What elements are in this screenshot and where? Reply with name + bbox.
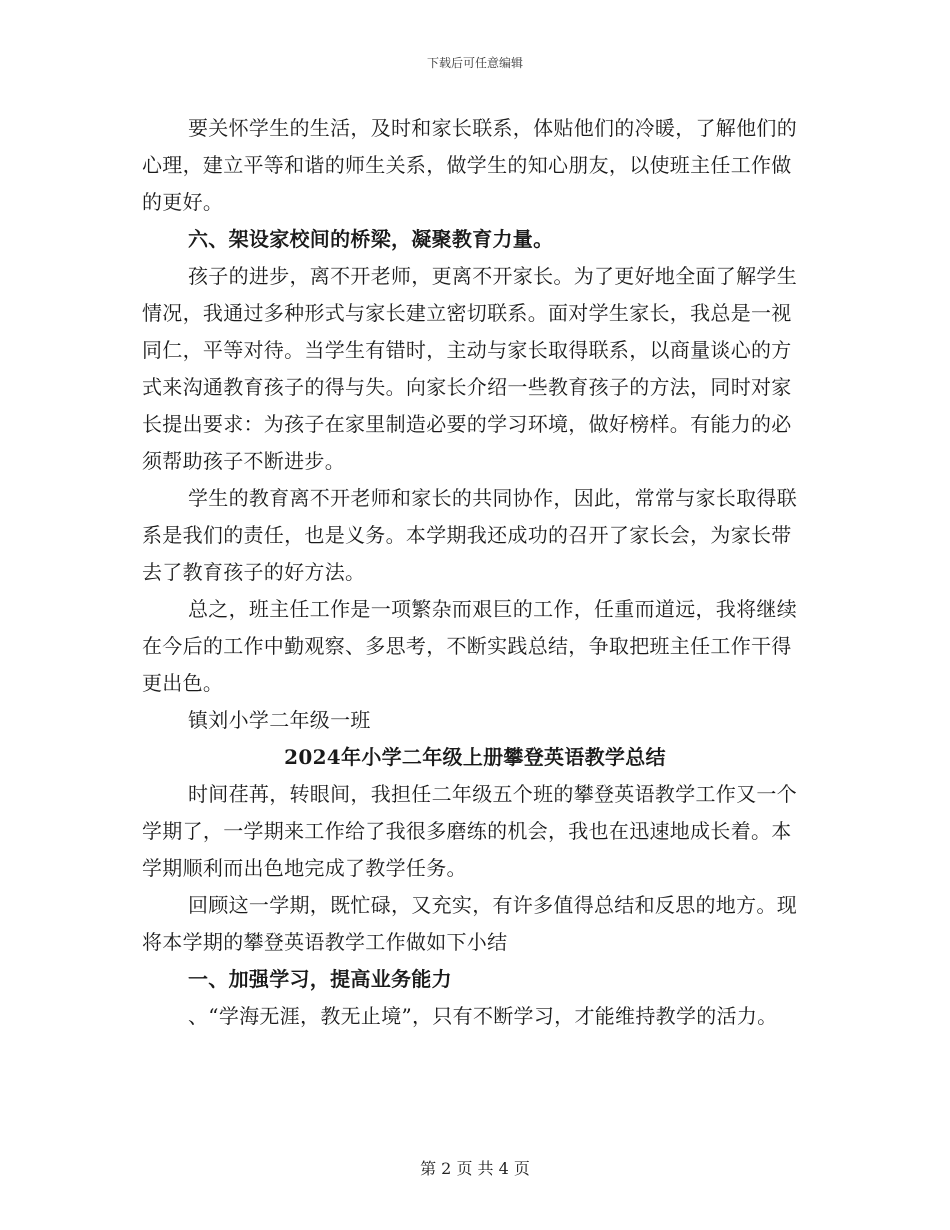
document-title: 2024年小学二年级上册攀登英语教学总结 [284,745,666,769]
paragraph-conclusion: 总之，班主任工作是一项繁杂而艰巨的工作，任重而道远，我将继续在今后的工作中勤观察、多思考，不断实践总结，争取把班主任工作干得更出色。 [142,597,797,695]
signature-class: 镇刘小学二年级一班 [188,708,371,732]
paragraph-intro: 时间荏苒，转眼间，我担任二年级五个班的攀登英语教学工作又一个学期了，一学期来工作给了我很多磨练的机会，我也在迅速地成长着。本学期顺利而出色地完成了教学任务。 [142,782,797,880]
page-number: 第 2 页 共 4 页 [420,1159,530,1178]
section-heading-six: 六、架设家校间的桥梁，凝聚教育力量。 [188,227,554,251]
document-body [142,110,808,1035]
paragraph-parent-contact: 孩子的进步，离不开老师，更离不开家长。为了更好地全面了解学生情况，我通过多种形式与家长建立密切联系。面对学生家长，我总是一视同仁，平等对待。当学生有错时，主动与家长取得联系，以商量谈心的方式来沟通教育孩子的得与失。向家长介绍一些教育孩子的方法，同时对家长提出要求：为孩子在家里制造必要的学习环境，做好榜样。有能力的必须帮助孩子不断进步。 [142,264,797,473]
section-heading-one: 一、加强学习，提高业务能力 [188,967,452,991]
paragraph-cooperation: 学生的教育离不开老师和家长的共同协作，因此，常常与家长取得联系是我们的责任，也是义务。本学期我还成功的召开了家长会，为家长带去了教育孩子的好方法。 [142,486,797,584]
paragraph-learning: 、“学海无涯，教无止境”，只有不断学习，才能维持教学的活力。 [188,1004,778,1028]
paragraph-review: 回顾这一学期，既忙碌，又充实，有许多值得总结和反思的地方。现将本学期的攀登英语教学工作做如下小结 [142,893,797,954]
paragraph-care-students: 要关怀学生的生活，及时和家长联系，体贴他们的冷暖，了解他们的心理，建立平等和谐的师生关系，做学生的知心朋友，以使班主任工作做的更好。 [142,116,797,214]
page-header-note: 下载后可任意编辑 [426,56,523,70]
